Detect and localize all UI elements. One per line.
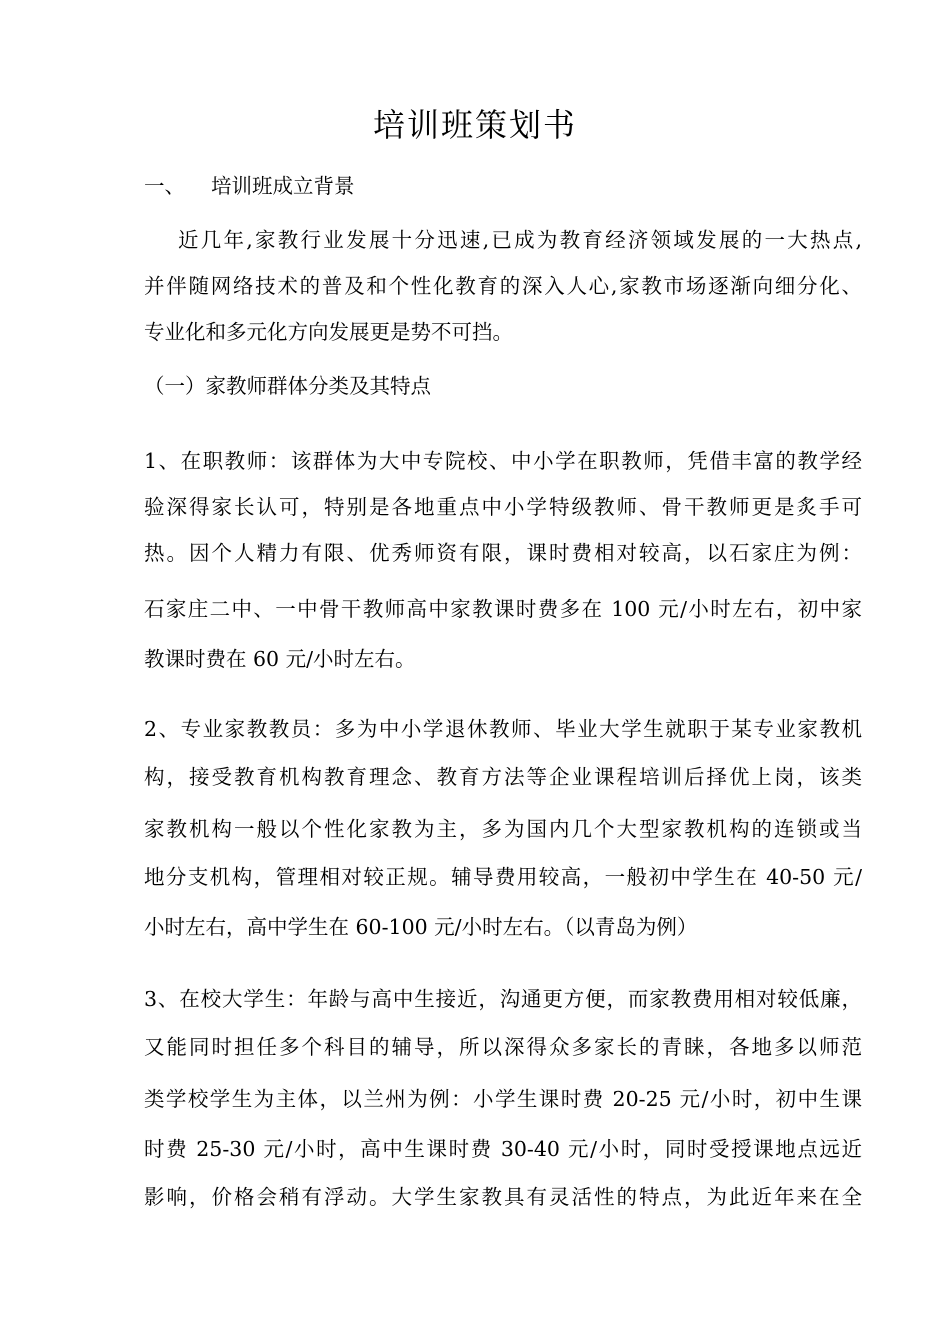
paragraph-line: 2、专业家教教员：多为中小学退休教师、毕业大学生就职于某专业家教机 [144, 717, 862, 741]
paragraph-line: 专业化和多元化方向发展更是势不可挡。 [144, 320, 513, 344]
paragraph-line: 3、在校大学生：年龄与高中生接近，沟通更方便，而家教费用相对较低廉， [144, 987, 862, 1011]
paragraph-line: 并伴随网络技术的普及和个性化教育的深入人心,家教市场逐渐向细分化、 [144, 274, 862, 298]
subheading: （一）家教师群体分类及其特点 [144, 374, 431, 398]
section-number: 一、 [144, 174, 185, 198]
paragraph-line: 石家庄二中、一中骨干教师高中家教课时费多在 100 元/小时左右，初中家 [144, 597, 862, 621]
paragraph-line: 又能同时担任多个科目的辅导，所以深得众多家长的青睐，各地多以师范 [144, 1035, 862, 1059]
paragraph-line: 地分支机构，管理相对较正规。辅导费用较高，一般初中学生在 40-50 元/ [144, 865, 862, 889]
paragraph-line: 家教机构一般以个性化家教为主，多为国内几个大型家教机构的连锁或当 [144, 817, 862, 841]
paragraph-line: 类学校学生为主体，以兰州为例：小学生课时费 20-25 元/小时，初中生课 [144, 1087, 862, 1111]
paragraph-line: 构，接受教育机构教育理念、教育方法等企业课程培训后择优上岗，该类 [144, 765, 862, 789]
paragraph-line: 影响，价格会稍有浮动。大学生家教具有灵活性的特点，为此近年来在全 [144, 1185, 862, 1209]
paragraph-line: 热。因个人精力有限、优秀师资有限，课时费相对较高，以石家庄为例： [144, 541, 862, 565]
paragraph-line: 验深得家长认可，特别是各地重点中小学特级教师、骨干教师更是炙手可 [144, 495, 862, 519]
paragraph-line: 教课时费在 60 元/小时左右。 [144, 647, 416, 671]
paragraph-line: 小时左右，高中学生在 60-100 元/小时左右。（以青岛为例） [144, 915, 698, 939]
paragraph-line: 时费 25-30 元/小时，高中生课时费 30-40 元/小时，同时受授课地点远近 [144, 1137, 862, 1161]
section-heading: 培训班成立背景 [211, 174, 355, 198]
paragraph-line: 1、在职教师：该群体为大中专院校、中小学在职教师，凭借丰富的教学经 [144, 449, 862, 473]
paragraph-line: 近几年,家教行业发展十分迅速,已成为教育经济领域发展的一大热点, [178, 228, 862, 252]
document-title: 培训班策划书 [372, 106, 577, 144]
